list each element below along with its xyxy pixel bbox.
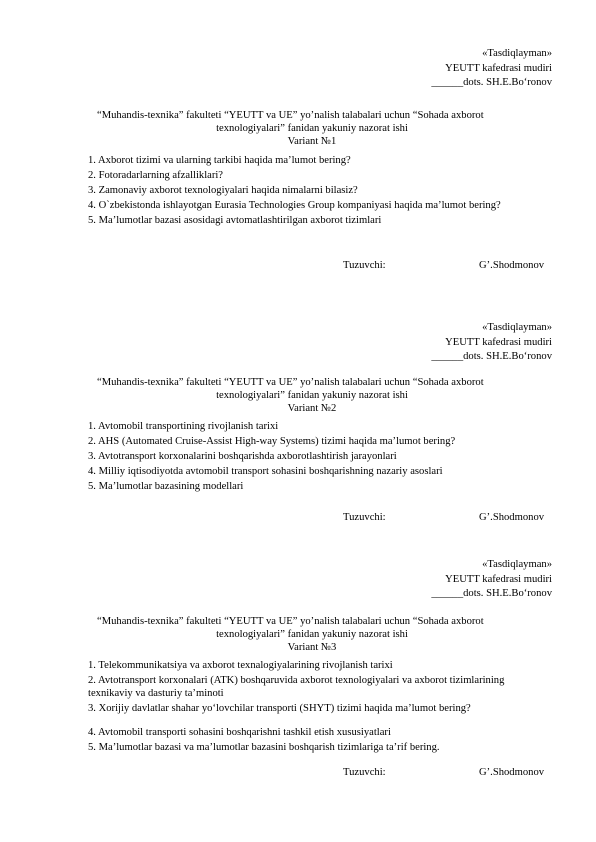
approval-block	[431, 321, 552, 365]
question-item: 5. Ma’lumotlar bazasi asosidagi avtomatlashtirilgan axborot tizimlari	[88, 215, 382, 226]
approval-signature: ______dots. SH.E.Bo‘ronov	[431, 588, 552, 599]
question-item: 1. Axborot tizimi va ularning tarkibi haqida ma’lumot bering?	[88, 155, 351, 166]
question-item: 4. Milliy iqtisodiyotda avtomobil transport sohasini boshqarishning nazariy asoslari	[88, 466, 443, 477]
question-item: 2. AHS (Automated Cruise-Assist High-way Systems) tizimi haqida ma’lumot bering?	[88, 436, 456, 447]
title-line-2: texnologiyalari” fanidan yakuniy nazorat ishi	[216, 629, 408, 640]
variant-label: Variant №2	[287, 403, 337, 414]
exam-title	[88, 109, 536, 148]
signer-label: Tuzuvchi:	[343, 512, 386, 523]
question-item: 5. Ma’lumotlar bazasining modellari	[88, 481, 244, 492]
question-item: 3. Avtotransport korxonalarini boshqarishda axborotlashtirish jarayonlari	[88, 451, 397, 462]
title-line-1: “Muhandis-texnika” fakulteti “YEUTT va UE” yo’nalish talabalari uchun “Sohada axborot	[97, 377, 484, 388]
approval-signature: ______dots. SH.E.Bo‘ronov	[431, 351, 552, 362]
approval-heading: «Tasdiqlayman»	[482, 559, 552, 570]
variant-label: Variant №1	[287, 136, 337, 147]
approval-block	[431, 558, 552, 602]
question-item: 2. Fotoradarlarning afzalliklari?	[88, 170, 224, 181]
question-item: 5. Ma’lumotlar bazasi va ma’lumotlar bazasini boshqarish tizimlariga ta’rif bering.	[88, 742, 440, 753]
approval-signature: ______dots. SH.E.Bo‘ronov	[431, 77, 552, 88]
question-item: 4. O`zbekistonda ishlayotgan Eurasia Technologies Group kompaniyasi haqida ma’lumot bering?	[88, 200, 501, 211]
title-line-2: texnologiyalari” fanidan yakuniy nazorat ishi	[216, 390, 408, 401]
approval-heading: «Tasdiqlayman»	[482, 48, 552, 59]
question-item: 3. Zamonaviy axborot texnologiyalari haqida nimalarni bilasiz?	[88, 185, 358, 196]
question-list	[88, 420, 550, 495]
signer-name: G’.Shodmonov	[479, 512, 545, 523]
question-list	[88, 154, 550, 229]
signer-name: G’.Shodmonov	[479, 260, 545, 271]
question-item: 2. Avtotransport korxonalari (ATK) boshqaruvida axborot texnologiyalari va axborot tizimlarining texnikaviy va dasturiy ta’minoti	[88, 675, 505, 699]
question-spacer	[88, 717, 550, 726]
approval-position: YEUTT kafedrasi mudiri	[445, 62, 552, 74]
approval-position: YEUTT kafedrasi mudiri	[445, 573, 552, 585]
title-line-2: texnologiyalari” fanidan yakuniy nazorat ishi	[216, 123, 408, 134]
title-line-1: “Muhandis-texnika” fakulteti “YEUTT va UE” yo’nalish talabalari uchun “Sohada axborot	[97, 110, 484, 121]
signer-label: Tuzuvchi:	[343, 767, 386, 778]
question-item: 3. Xorijiy davlatlar shahar yo‘lovchilar transporti (SHYT) tizimi haqida ma’lumot bering?	[88, 703, 471, 714]
variant-label: Variant №3	[287, 642, 337, 653]
signer-label: Tuzuvchi:	[343, 260, 386, 271]
signer-name: G’.Shodmonov	[479, 767, 545, 778]
question-item: 1. Avtomobil transportining rivojlanish tarixi	[88, 421, 279, 432]
question-list	[88, 659, 550, 756]
title-line-1: “Muhandis-texnika” fakulteti “YEUTT va UE” yo’nalish talabalari uchun “Sohada axborot	[97, 616, 484, 627]
question-item: 1. Telekommunikatsiya va axborot texnalogiyalarining rivojlanish tarixi	[88, 660, 393, 671]
exam-title	[88, 376, 536, 415]
approval-block	[431, 47, 552, 91]
approval-position: YEUTT kafedrasi mudiri	[445, 336, 552, 348]
question-item: 4. Avtomobil transporti sohasini boshqarishni tashkil etish xususiyatlari	[88, 727, 391, 738]
exam-title	[88, 615, 536, 654]
approval-heading: «Tasdiqlayman»	[482, 322, 552, 333]
